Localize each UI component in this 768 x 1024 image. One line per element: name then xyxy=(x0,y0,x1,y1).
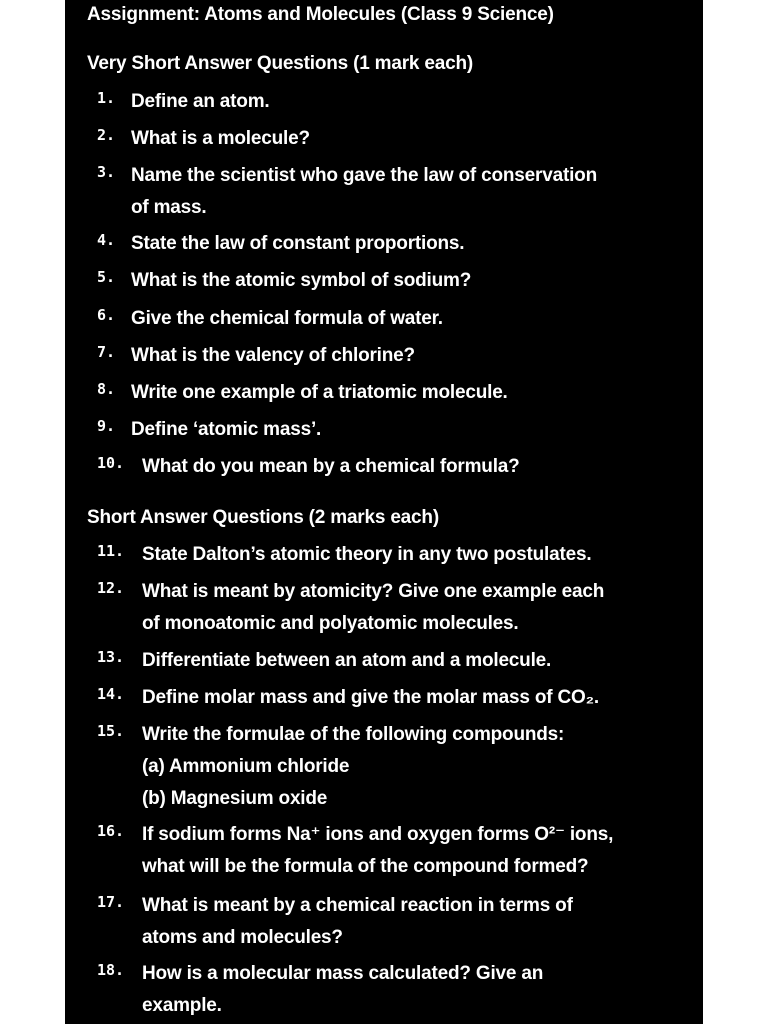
question-number: 15. xyxy=(97,722,125,740)
section-heading-short: Short Answer Questions (2 marks each) xyxy=(87,507,439,528)
question-text: What is meant by atomicity? Give one example each xyxy=(142,581,605,602)
question-text: What do you mean by a chemical formula? xyxy=(142,456,520,477)
question-number: 2. xyxy=(97,126,116,144)
assignment-page xyxy=(65,0,703,1024)
question-text: If sodium forms Na⁺ ions and oxygen forms O²⁻ ions, xyxy=(142,824,614,845)
question-number: 7. xyxy=(97,343,116,361)
question-text: What is the valency of chlorine? xyxy=(131,345,415,366)
question-number: 16. xyxy=(97,822,125,840)
question-text: What is meant by a chemical reaction in terms of xyxy=(142,895,573,916)
question-number: 1. xyxy=(97,89,116,107)
question-number: 17. xyxy=(97,893,125,911)
question-text: State Dalton’s atomic theory in any two postulates. xyxy=(142,544,592,565)
question-number: 13. xyxy=(97,648,125,666)
question-number: 4. xyxy=(97,231,116,249)
question-text-continued: what will be the formula of the compound formed? xyxy=(142,856,589,877)
question-text: Define an atom. xyxy=(131,91,270,112)
question-number: 14. xyxy=(97,685,125,703)
question-text: State the law of constant proportions. xyxy=(131,233,465,254)
question-number: 18. xyxy=(97,961,125,979)
question-text: What is the atomic symbol of sodium? xyxy=(131,270,472,291)
section-heading-very-short: Very Short Answer Questions (1 mark each) xyxy=(87,53,474,74)
question-text-continued: atoms and molecules? xyxy=(142,927,343,948)
page-title: Assignment: Atoms and Molecules (Class 9 Science) xyxy=(87,4,554,25)
question-text: Name the scientist who gave the law of conservation xyxy=(131,165,597,186)
question-text: What is a molecule? xyxy=(131,128,310,149)
question-number: 5. xyxy=(97,268,116,286)
question-number: 3. xyxy=(97,163,116,181)
question-number: 6. xyxy=(97,306,116,324)
question-text: How is a molecular mass calculated? Give an xyxy=(142,963,544,984)
question-option-b: (b) Magnesium oxide xyxy=(142,788,328,809)
question-text: Write the formulae of the following compounds: xyxy=(142,724,565,745)
question-number: 8. xyxy=(97,380,116,398)
question-text-continued: of mass. xyxy=(131,197,207,218)
question-number: 11. xyxy=(97,542,125,560)
question-option-a: (a) Ammonium chloride xyxy=(142,756,350,777)
question-text: Write one example of a triatomic molecule. xyxy=(131,382,508,403)
question-text: Define ‘atomic mass’. xyxy=(131,419,322,440)
question-text-continued: of monoatomic and polyatomic molecules. xyxy=(142,613,519,634)
question-number: 9. xyxy=(97,417,116,435)
question-number: 10. xyxy=(97,454,125,472)
question-text-continued: example. xyxy=(142,995,222,1016)
question-number: 12. xyxy=(97,579,125,597)
question-text: Differentiate between an atom and a molecule. xyxy=(142,650,552,671)
question-text: Give the chemical formula of water. xyxy=(131,308,443,329)
question-text: Define molar mass and give the molar mass of CO₂. xyxy=(142,687,599,708)
